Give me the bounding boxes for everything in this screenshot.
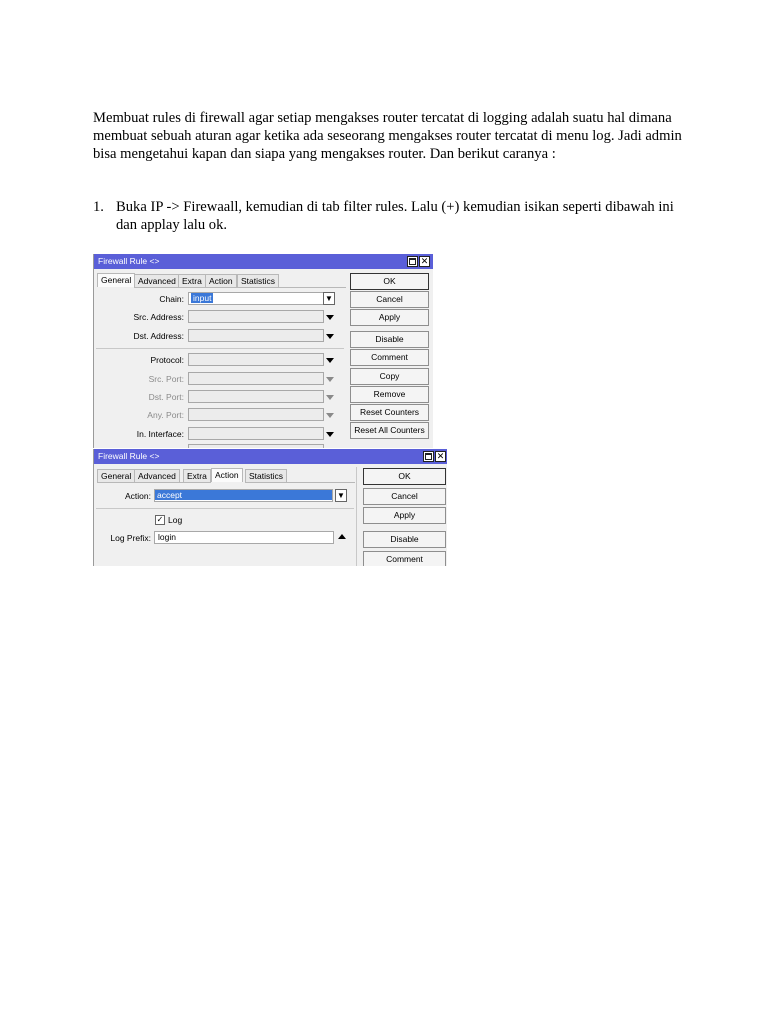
log-label: Log [168, 515, 183, 525]
action-dropdown-icon[interactable]: ▼ [335, 489, 347, 502]
dst-port-field [188, 390, 324, 403]
collapse-up-icon[interactable] [338, 534, 346, 539]
src-address-label: Src. Address: [133, 312, 184, 322]
maximize-icon[interactable] [407, 256, 418, 267]
any-port-field [188, 408, 324, 421]
dst-address-dropdown-icon[interactable] [326, 334, 334, 339]
window-title: Firewall Rule <> [98, 256, 160, 266]
chain-select[interactable] [188, 292, 324, 305]
apply-button[interactable]: Apply [350, 309, 429, 326]
vertical-divider [356, 467, 357, 566]
next-field-partial [188, 444, 324, 448]
close-icon[interactable]: ✕ [420, 256, 429, 266]
src-address-field[interactable] [188, 310, 324, 323]
comment-button[interactable]: Comment [363, 551, 446, 566]
apply-button[interactable]: Apply [363, 507, 446, 524]
tab-underline [134, 287, 346, 288]
remove-button[interactable]: Remove [350, 386, 429, 403]
close-icon[interactable]: ✕ [436, 451, 445, 461]
tab-statistics[interactable]: Statistics [245, 469, 287, 482]
src-port-field [188, 372, 324, 385]
tab-action[interactable]: Action [205, 274, 237, 287]
log-prefix-value: login [158, 532, 176, 542]
tab-extra[interactable]: Extra [183, 469, 211, 482]
cancel-button[interactable]: Cancel [350, 291, 429, 308]
tab-advanced[interactable]: Advanced [134, 274, 180, 287]
action-value: accept [155, 490, 332, 500]
tab-general[interactable]: General [97, 273, 135, 287]
disable-button[interactable]: Disable [363, 531, 446, 548]
protocol-label: Protocol: [150, 355, 184, 365]
chain-label: Chain: [159, 294, 184, 304]
ok-button[interactable]: OK [363, 468, 446, 485]
src-address-dropdown-icon[interactable] [326, 315, 334, 320]
tab-advanced[interactable]: Advanced [134, 469, 180, 482]
divider [96, 348, 344, 349]
src-port-label: Src. Port: [148, 374, 184, 384]
action-label: Action: [125, 491, 151, 501]
window-title: Firewall Rule <> [98, 451, 160, 461]
divider [96, 508, 354, 509]
any-port-dropdown-icon [326, 413, 334, 418]
chain-dropdown-icon[interactable]: ▼ [323, 292, 335, 305]
reset-all-counters-button[interactable]: Reset All Counters [350, 422, 429, 439]
firewall-rule-window-general [93, 254, 433, 448]
step-number: 1. [93, 199, 104, 215]
action-select[interactable] [154, 489, 333, 502]
dst-port-label: Dst. Port: [148, 392, 184, 402]
in-interface-label: In. Interface: [136, 429, 184, 439]
title-bar [94, 254, 433, 269]
tab-extra[interactable]: Extra [178, 274, 206, 287]
step-text: Buka IP -> Firewaall, kemudian di tab filter rules. Lalu (+) kemudian isikan seperti dibawah ini dan applay lalu ok. [116, 199, 674, 233]
in-interface-field[interactable] [188, 427, 324, 440]
tab-general[interactable]: General [97, 469, 135, 482]
firewall-rule-window-action [93, 449, 447, 566]
protocol-field[interactable] [188, 353, 324, 366]
tab-underline-right [245, 482, 355, 483]
title-bar [94, 449, 447, 464]
log-prefix-label: Log Prefix: [110, 533, 151, 543]
intro-paragraph: Membuat rules di firewall agar setiap mengakses router tercatat di logging adalah suatu hal dimana membuat sebuah aturan agar ketika ada seseorang mengakses router tercatat di menu log. Jadi admin bisa mengetahui kapan dan siapa yang mengakses router. Dan berikut caranya : [93, 110, 682, 162]
tab-action[interactable]: Action [211, 468, 243, 482]
ok-button[interactable]: OK [350, 273, 429, 290]
log-checkbox[interactable]: ✓ [156, 515, 164, 524]
protocol-dropdown-icon[interactable] [326, 358, 334, 363]
any-port-label: Any. Port: [147, 410, 184, 420]
disable-button[interactable]: Disable [350, 331, 429, 348]
dst-address-label: Dst. Address: [133, 331, 184, 341]
reset-counters-button[interactable]: Reset Counters [350, 404, 429, 421]
dst-address-field[interactable] [188, 329, 324, 342]
cancel-button[interactable]: Cancel [363, 488, 446, 505]
comment-button[interactable]: Comment [350, 349, 429, 366]
in-interface-dropdown-icon[interactable] [326, 432, 334, 437]
chain-value: input [193, 293, 212, 303]
tab-underline-left [97, 482, 211, 483]
log-prefix-input[interactable] [154, 531, 334, 544]
tab-statistics[interactable]: Statistics [237, 274, 279, 287]
copy-button[interactable]: Copy [350, 368, 429, 385]
maximize-icon[interactable] [423, 451, 434, 462]
dst-port-dropdown-icon [326, 395, 334, 400]
src-port-dropdown-icon [326, 377, 334, 382]
